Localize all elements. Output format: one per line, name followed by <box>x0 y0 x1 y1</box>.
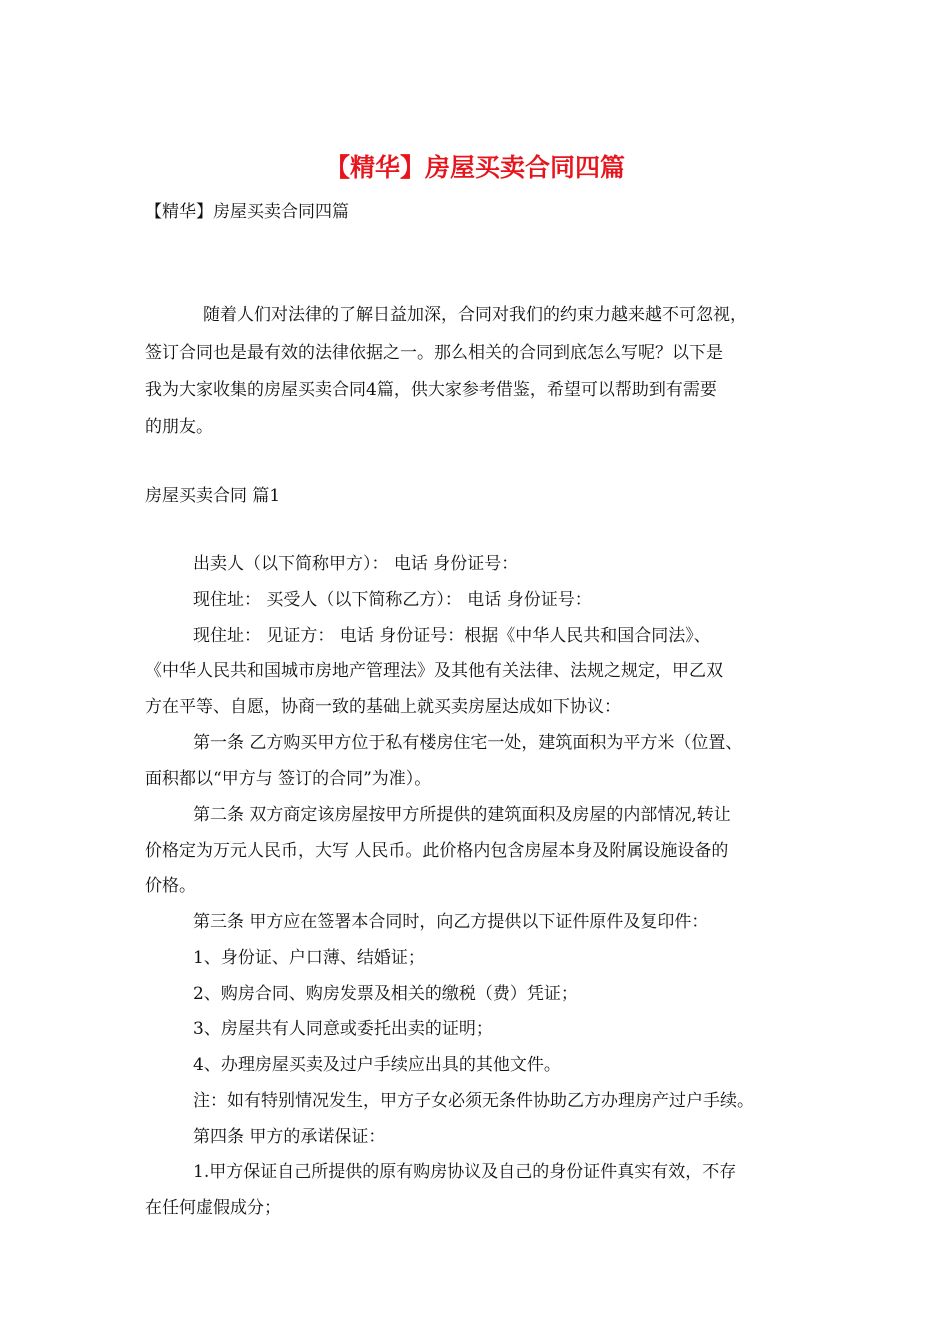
body-line: 方在平等、自愿，协商一致的基础上就买卖房屋达成如下协议： <box>145 697 621 717</box>
body-line: 《中华人民共和国城市房地产管理法》及其他有关法律、法规之规定，甲乙双 <box>145 661 723 681</box>
body-line: 面积都以“甲方与 签订的合同”为准）。 <box>145 769 432 789</box>
intro-line: 的朋友。 <box>145 417 213 437</box>
document-title: 【精华】房屋买卖合同四篇 <box>324 153 625 182</box>
intro-line: 我为大家收集的房屋买卖合同4篇，供大家参考借鉴，希望可以帮助到有需要 <box>145 380 717 400</box>
body-line: 注：如有特别情况发生，甲方子女必须无条件协助乙方办理房产过户手续。 <box>193 1091 754 1111</box>
body-line: 3、房屋共有人同意或委托出卖的证明； <box>193 1019 493 1039</box>
body-line: 出卖人（以下简称甲方）： 电话 身份证号： <box>193 554 519 574</box>
intro-line: 随着人们对法律的了解日益加深，合同对我们的约束力越来越不可忽视， <box>203 305 747 325</box>
body-line: 1、身份证、户口薄、结婚证； <box>193 948 425 968</box>
body-line: 2、购房合同、购房发票及相关的缴税（费）凭证； <box>193 984 578 1004</box>
intro-line: 签订合同也是最有效的法律依据之一。那么相关的合同到底怎么写呢？以下是 <box>145 343 723 363</box>
document-subtitle: 【精华】房屋买卖合同四篇 <box>145 202 349 222</box>
body-line: 在任何虚假成分； <box>145 1198 281 1218</box>
body-line: 价格定为万元人民币，大写 人民币。此价格内包含房屋本身及附属设施设备的 <box>145 841 729 861</box>
body-line: 4、办理房屋买卖及过户手续应出具的其他文件。 <box>193 1055 561 1075</box>
body-line: 第三条 甲方应在签署本合同时，向乙方提供以下证件原件及复印件： <box>193 912 709 932</box>
body-line: 现住址： 见证方： 电话 身份证号：根据《中华人民共和国合同法》、 <box>193 626 711 646</box>
body-line: 第一条 乙方购买甲方位于私有楼房住宅一处，建筑面积为平方米（位置、 <box>193 733 743 753</box>
body-line: 第四条 甲方的承诺保证： <box>193 1127 386 1147</box>
section-heading: 房屋买卖合同 篇1 <box>145 486 281 506</box>
body-line: 1.甲方保证自己所提供的原有购房协议及自己的身份证件真实有效，不存 <box>193 1162 737 1182</box>
body-line: 价格。 <box>145 876 196 896</box>
body-line: 第二条 双方商定该房屋按甲方所提供的建筑面积及房屋的内部情况,转让 <box>193 805 731 825</box>
body-line: 现住址： 买受人（以下简称乙方）： 电话 身份证号： <box>193 590 592 610</box>
